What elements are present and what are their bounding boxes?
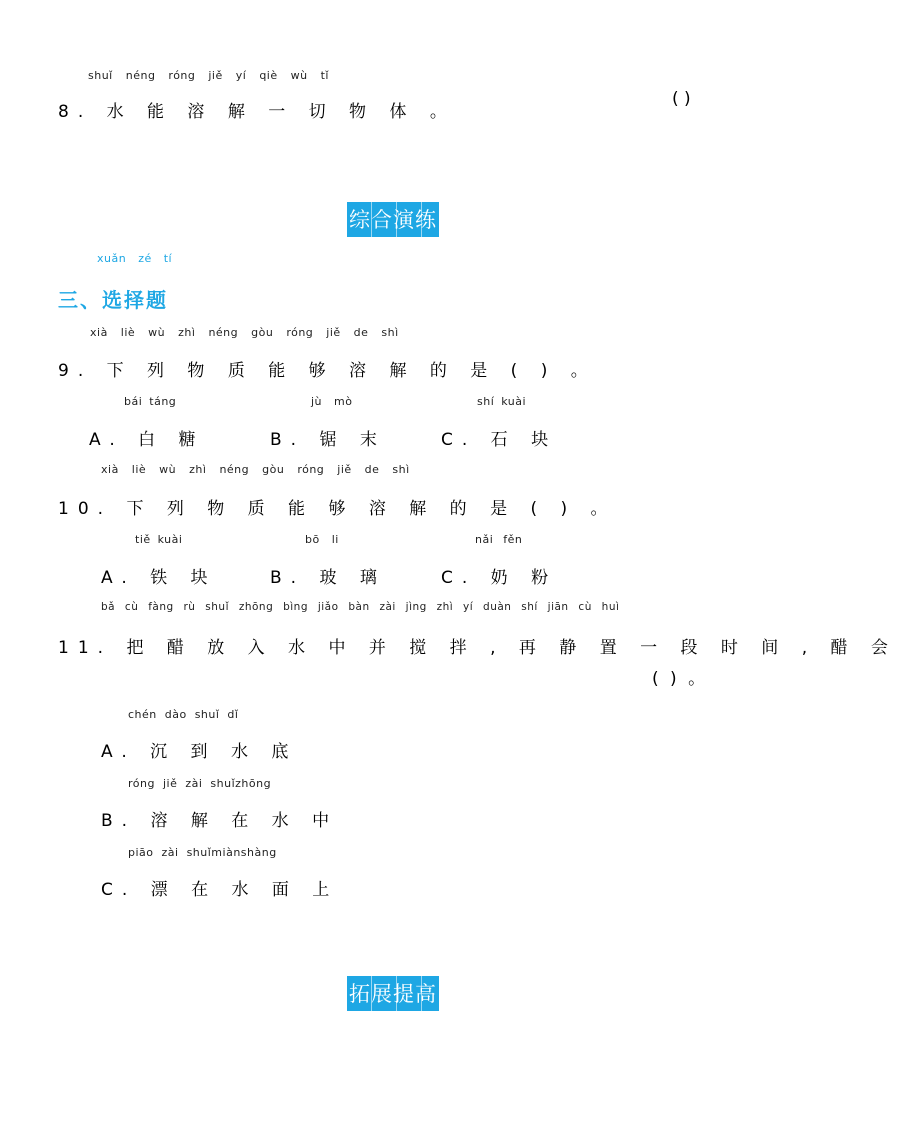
q9-text: 9. 下 列 物 质 能 够 溶 解 的 是 ( ) 。 [58,361,597,381]
q10-option-c[interactable]: C. 奶 粉 [441,568,558,588]
q9-pinyin: xià liè wù zhì néng gòu róng jiě de shì [90,326,399,339]
q11-pinyin: bǎ cù fàng rù shuǐ zhōng bìng jiǎo bàn zài jìng zhì yí duàn shí jiān cù huì [101,601,620,613]
q10-option-b-pinyin: bō li [305,533,339,546]
q11-option-b-pinyin: róng jiě zài shuǐzhōng [128,777,272,790]
q11-option-c[interactable]: C. 漂 在 水 面 上 [101,880,339,900]
q9-option-c[interactable]: C. 石 块 [441,430,558,450]
q8-answer-paren[interactable]: ( ) [672,89,691,109]
q10-option-c-pinyin: nǎi fěn [475,533,523,546]
q11-option-a-pinyin: chén dào shuǐ dǐ [128,708,239,721]
q9-option-a-pinyin: bái táng [124,395,177,408]
q9-option-a[interactable]: A. 白 糖 [89,430,205,450]
q9-option-b[interactable]: B. 锯 末 [270,430,386,450]
banner-comprehensive-practice: 综合演练 [347,202,439,237]
q8-pinyin: shuǐ néng róng jiě yí qiè wù tǐ [88,69,329,82]
q10-option-a[interactable]: A. 铁 块 [101,568,217,588]
section3-title: 三、选择题 [58,288,168,312]
q11-answer-paren[interactable]: ( ) 。 [652,669,709,689]
q11-text: 11. 把 醋 放 入 水 中 并 搅 拌 , 再 静 置 一 段 时 间 , 醋 会 [58,638,897,658]
q10-pinyin: xià liè wù zhì néng gòu róng jiě de shì [101,463,410,476]
q11-option-a[interactable]: A. 沉 到 水 底 [101,742,298,762]
banner-extension: 拓展提高 [347,976,439,1011]
q10-text: 10. 下 列 物 质 能 够 溶 解 的 是 ( ) 。 [58,499,617,519]
q10-option-b[interactable]: B. 玻 璃 [270,568,386,588]
q11-option-b[interactable]: B. 溶 解 在 水 中 [101,811,339,831]
q9-option-c-pinyin: shí kuài [477,395,527,408]
q10-option-a-pinyin: tiě kuài [135,533,183,546]
q8-text: 8. 水 能 溶 解 一 切 物 体 。 [58,102,456,122]
section3-pinyin: xuǎn zé tí [97,252,173,265]
q11-option-c-pinyin: piāo zài shuǐmiànshàng [128,846,277,859]
q9-option-b-pinyin: jù mò [311,395,353,408]
